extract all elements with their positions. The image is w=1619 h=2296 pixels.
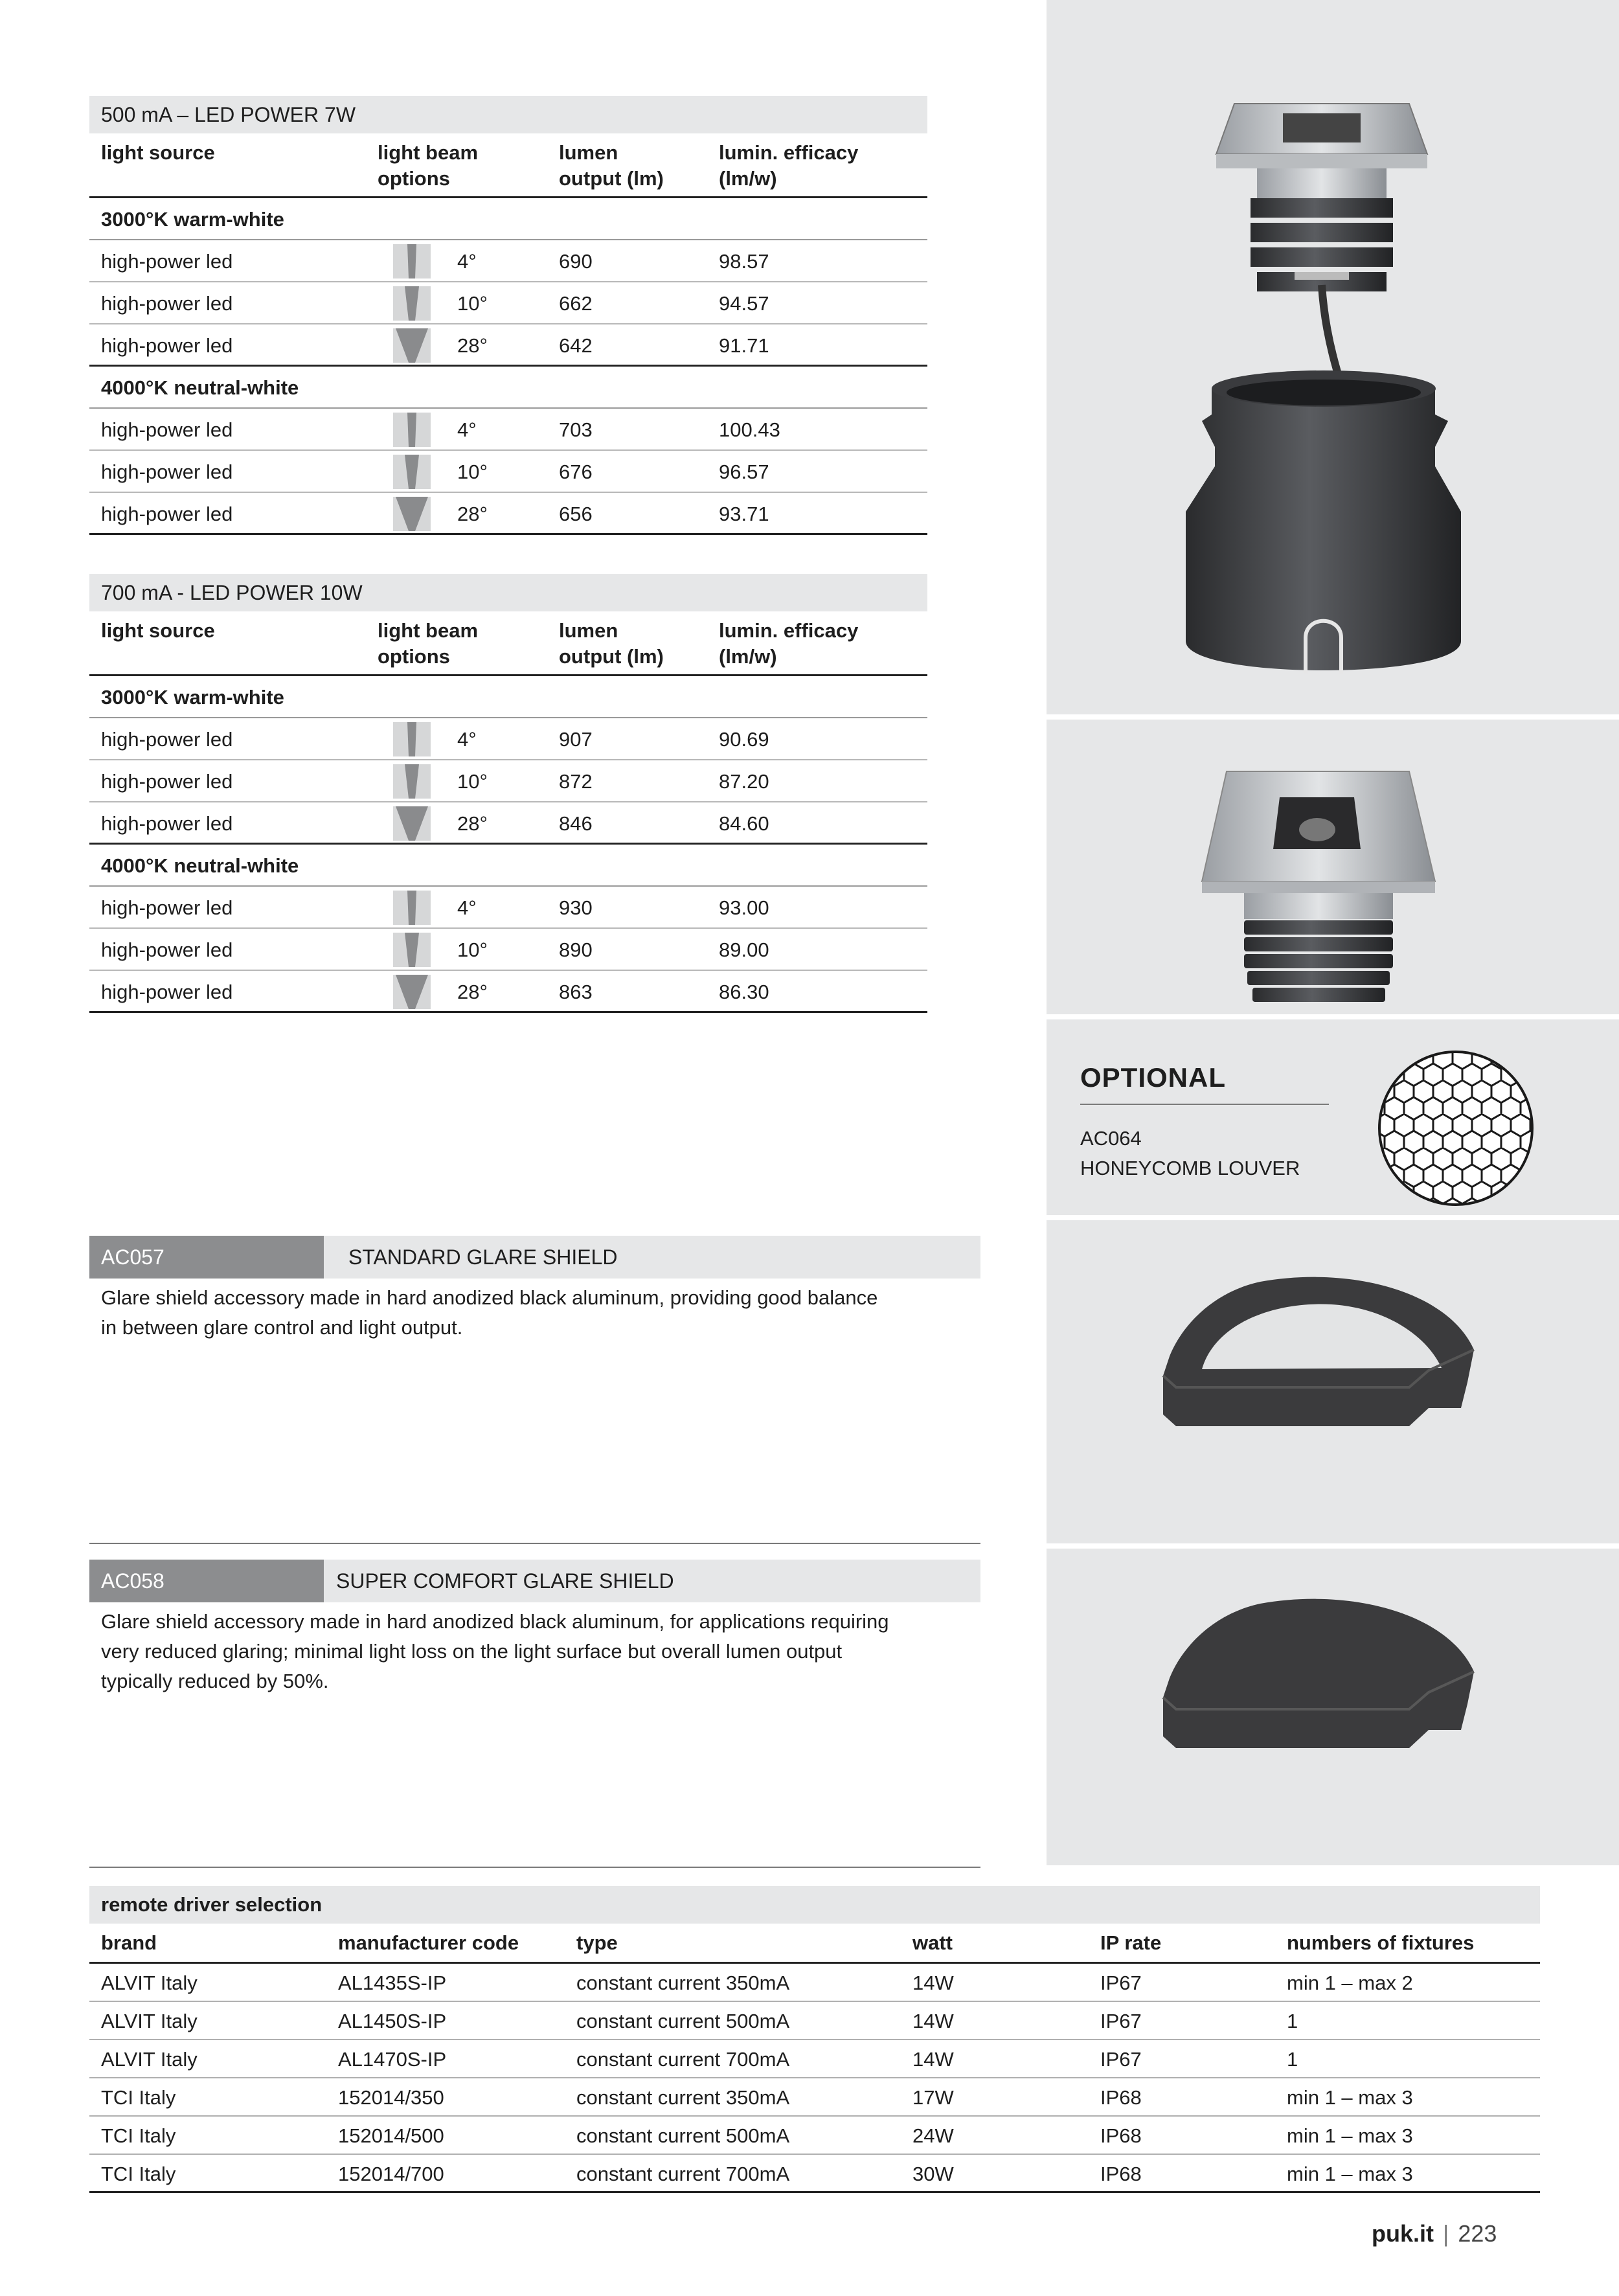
table-row — [89, 2040, 1540, 2078]
remote-driver-table — [89, 1886, 1540, 2193]
table-row — [89, 929, 927, 971]
cell-source: high-power led — [101, 292, 233, 315]
spec-table-500ma — [89, 96, 927, 535]
table-row — [89, 282, 927, 324]
cell-ip: IP68 — [1100, 2124, 1142, 2147]
group-label: 3000°K warm-white — [89, 198, 927, 240]
cell-watt: 30W — [912, 2163, 954, 2185]
header-lumen-line2: output (lm) — [559, 167, 664, 190]
table-row — [89, 887, 927, 929]
standard-glare-shield-image — [1047, 1220, 1619, 1543]
cell-lumen: 676 — [559, 460, 593, 483]
table-header — [89, 1924, 1540, 1964]
description-line: Glare shield accessory made in hard anodized black aluminum, for applications requiring — [101, 1610, 889, 1633]
cell-lumen: 656 — [559, 503, 593, 525]
cell-brand: ALVIT Italy — [101, 2010, 198, 2032]
cell-source: high-power led — [101, 418, 233, 441]
cell-code: AL1435S-IP — [338, 1972, 447, 1994]
table-title: remote driver selection — [89, 1886, 1540, 1924]
cell-watt: 14W — [912, 2048, 954, 2071]
beam-28deg-icon — [393, 497, 431, 531]
cell-brand: TCI Italy — [101, 2086, 176, 2109]
cell-efficacy: 91.71 — [719, 334, 769, 357]
cell-brand: TCI Italy — [101, 2163, 176, 2185]
beam-4deg-icon — [393, 244, 431, 278]
beam-4deg-icon — [393, 891, 431, 925]
cell-type: constant current 500mA — [576, 2010, 790, 2032]
accessory-ac057-header — [89, 1236, 980, 1279]
cell-beam: 28° — [457, 503, 488, 525]
cell-brand: ALVIT Italy — [101, 2048, 198, 2071]
cell-source: high-power led — [101, 896, 233, 919]
page-number: 223 — [1458, 2220, 1497, 2247]
cell-source: high-power led — [101, 334, 233, 357]
beam-10deg-icon — [393, 933, 431, 967]
cell-beam: 10° — [457, 938, 488, 961]
table-header — [89, 133, 927, 198]
cell-beam: 10° — [457, 770, 488, 793]
page-footer — [1372, 2220, 1497, 2247]
table-row — [89, 493, 927, 535]
cell-ip: IP67 — [1100, 2048, 1142, 2071]
panel-divider — [1047, 1543, 1619, 1549]
header-watt: watt — [912, 1931, 953, 1954]
panel-divider — [1047, 1014, 1619, 1019]
cell-code: AL1450S-IP — [338, 2010, 447, 2032]
group-label: 4000°K neutral-white — [89, 845, 927, 887]
cell-source: high-power led — [101, 503, 233, 525]
cell-ip: IP68 — [1100, 2163, 1142, 2185]
accessory-name: SUPER COMFORT GLARE SHIELD — [336, 1569, 674, 1593]
header-lumen-line1: lumen — [559, 619, 618, 642]
header-efficacy — [719, 140, 858, 192]
spec-table-700ma — [89, 574, 927, 1013]
cell-code: 152014/350 — [338, 2086, 444, 2109]
cell-type: constant current 500mA — [576, 2124, 790, 2147]
cell-source: high-power led — [101, 812, 233, 835]
accessory-ac058-header — [89, 1560, 980, 1602]
table-row — [89, 718, 927, 760]
header-efficacy — [719, 618, 858, 670]
cell-brand: ALVIT Italy — [101, 1972, 198, 1994]
panel-divider — [1047, 714, 1619, 720]
cell-lumen: 890 — [559, 938, 593, 961]
header-lumen — [559, 140, 664, 192]
cell-ip: IP68 — [1100, 2086, 1142, 2109]
beam-28deg-icon — [393, 806, 431, 841]
cell-brand: TCI Italy — [101, 2124, 176, 2147]
accessory-description — [101, 1607, 988, 1696]
cell-efficacy: 93.71 — [719, 503, 769, 525]
cell-lumen: 846 — [559, 812, 593, 835]
table-title: 500 mA – LED POWER 7W — [89, 96, 927, 133]
optional-code: AC064 — [1080, 1127, 1142, 1150]
description-line: in between glare control and light output. — [101, 1316, 463, 1339]
header-beam-line1: light beam — [378, 141, 479, 164]
header-light-source: light source — [101, 141, 215, 164]
cell-efficacy: 98.57 — [719, 250, 769, 273]
description-line: typically reduced by 50%. — [101, 1670, 329, 1692]
cell-lumen: 907 — [559, 728, 593, 751]
accessory-description — [101, 1283, 988, 1343]
cell-watt: 14W — [912, 1972, 954, 1994]
cell-beam: 10° — [457, 460, 488, 483]
header-lumen — [559, 618, 664, 670]
cell-code: AL1470S-IP — [338, 2048, 447, 2071]
cell-fixtures: 1 — [1287, 2010, 1298, 2032]
header-beam — [378, 618, 478, 670]
cell-efficacy: 96.57 — [719, 460, 769, 483]
cell-source: high-power led — [101, 460, 233, 483]
cell-type: constant current 700mA — [576, 2048, 790, 2071]
table-row — [89, 760, 927, 802]
cell-efficacy: 87.20 — [719, 770, 769, 793]
cell-source: high-power led — [101, 981, 233, 1003]
panel-divider — [1047, 1215, 1619, 1220]
header-light-source: light source — [101, 619, 215, 642]
table-row — [89, 324, 927, 367]
cell-efficacy: 94.57 — [719, 292, 769, 315]
cell-efficacy: 93.00 — [719, 896, 769, 919]
table-row — [89, 1964, 1540, 2002]
cell-fixtures: min 1 – max 3 — [1287, 2124, 1413, 2147]
square-fixture-image — [1047, 720, 1619, 1014]
header-efficacy-line2: (lm/w) — [719, 645, 777, 668]
cell-beam: 28° — [457, 334, 488, 357]
honeycomb-louver-icon — [1372, 1044, 1540, 1212]
cell-watt: 14W — [912, 2010, 954, 2032]
cell-type: constant current 350mA — [576, 1972, 790, 1994]
cell-efficacy: 84.60 — [719, 812, 769, 835]
header-beam-line2: options — [378, 645, 450, 668]
cell-beam: 4° — [457, 418, 477, 441]
cell-efficacy: 90.69 — [719, 728, 769, 751]
group-label: 4000°K neutral-white — [89, 367, 927, 409]
cell-lumen: 662 — [559, 292, 593, 315]
cell-type: constant current 700mA — [576, 2163, 790, 2185]
beam-4deg-icon — [393, 413, 431, 447]
header-beam — [378, 140, 478, 192]
table-row — [89, 802, 927, 845]
header-lumen-line1: lumen — [559, 141, 618, 164]
cell-watt: 24W — [912, 2124, 954, 2147]
header-type: type — [576, 1931, 618, 1954]
group-label: 3000°K warm-white — [89, 676, 927, 718]
cell-ip: IP67 — [1100, 2010, 1142, 2032]
header-lumen-line2: output (lm) — [559, 645, 664, 668]
cell-efficacy: 86.30 — [719, 981, 769, 1003]
header-efficacy-line1: lumin. efficacy — [719, 619, 859, 642]
cell-beam: 28° — [457, 981, 488, 1003]
cell-code: 152014/700 — [338, 2163, 444, 2185]
cell-efficacy: 89.00 — [719, 938, 769, 961]
cell-source: high-power led — [101, 728, 233, 751]
cell-beam: 10° — [457, 292, 488, 315]
beam-4deg-icon — [393, 722, 431, 756]
description-line: Glare shield accessory made in hard anodized black aluminum, providing good balance — [101, 1286, 878, 1309]
accessory-code: AC058 — [89, 1560, 324, 1602]
header-beam-line2: options — [378, 167, 450, 190]
section-divider — [89, 1543, 980, 1544]
cell-lumen: 642 — [559, 334, 593, 357]
cell-fixtures: 1 — [1287, 2048, 1298, 2071]
cell-source: high-power led — [101, 770, 233, 793]
table-row — [89, 451, 927, 493]
header-beam-line1: light beam — [378, 619, 479, 642]
optional-title: OPTIONAL — [1080, 1062, 1226, 1093]
footer-brand-link[interactable]: puk.it — [1372, 2220, 1434, 2247]
table-row — [89, 2002, 1540, 2040]
cell-efficacy: 100.43 — [719, 418, 780, 441]
beam-10deg-icon — [393, 286, 431, 321]
header-brand: brand — [101, 1931, 157, 1954]
table-row — [89, 2078, 1540, 2117]
cell-fixtures: min 1 – max 2 — [1287, 1972, 1413, 1994]
table-header — [89, 611, 927, 676]
beam-28deg-icon — [393, 328, 431, 363]
cell-lumen: 872 — [559, 770, 593, 793]
table-title: 700 mA - LED POWER 10W — [89, 574, 927, 611]
table-row — [89, 409, 927, 451]
cell-ip: IP67 — [1100, 1972, 1142, 1994]
accessory-name: STANDARD GLARE SHIELD — [348, 1245, 618, 1269]
description-line: very reduced glaring; minimal light loss on the light surface but overall lumen output — [101, 1640, 843, 1663]
section-divider — [89, 1867, 980, 1868]
cell-fixtures: min 1 – max 3 — [1287, 2163, 1413, 2185]
header-ip-rate: IP rate — [1100, 1931, 1162, 1954]
cell-fixtures: min 1 – max 3 — [1287, 2086, 1413, 2109]
header-efficacy-line1: lumin. efficacy — [719, 141, 859, 164]
cell-source: high-power led — [101, 938, 233, 961]
cell-beam: 4° — [457, 728, 477, 751]
header-efficacy-line2: (lm/w) — [719, 167, 777, 190]
optional-underline — [1080, 1104, 1329, 1105]
cell-type: constant current 350mA — [576, 2086, 790, 2109]
table-row — [89, 240, 927, 282]
cell-lumen: 703 — [559, 418, 593, 441]
table-row — [89, 2117, 1540, 2155]
header-fixtures: numbers of fixtures — [1287, 1931, 1475, 1954]
header-manufacturer-code: manufacturer code — [338, 1931, 519, 1954]
cell-beam: 28° — [457, 812, 488, 835]
cell-lumen: 690 — [559, 250, 593, 273]
table-row — [89, 971, 927, 1013]
cell-code: 152014/500 — [338, 2124, 444, 2147]
footer-separator: | — [1443, 2220, 1449, 2247]
cell-lumen: 863 — [559, 981, 593, 1003]
accessory-code: AC057 — [89, 1236, 324, 1279]
cell-watt: 17W — [912, 2086, 954, 2109]
optional-name: HONEYCOMB LOUVER — [1080, 1157, 1300, 1179]
cell-source: high-power led — [101, 250, 233, 273]
super-comfort-glare-shield-image — [1047, 1549, 1619, 1865]
cell-lumen: 930 — [559, 896, 593, 919]
fixture-with-housing-image — [1047, 0, 1619, 714]
beam-28deg-icon — [393, 975, 431, 1009]
beam-10deg-icon — [393, 455, 431, 489]
beam-10deg-icon — [393, 764, 431, 799]
table-row — [89, 2155, 1540, 2193]
cell-beam: 4° — [457, 896, 477, 919]
cell-beam: 4° — [457, 250, 477, 273]
